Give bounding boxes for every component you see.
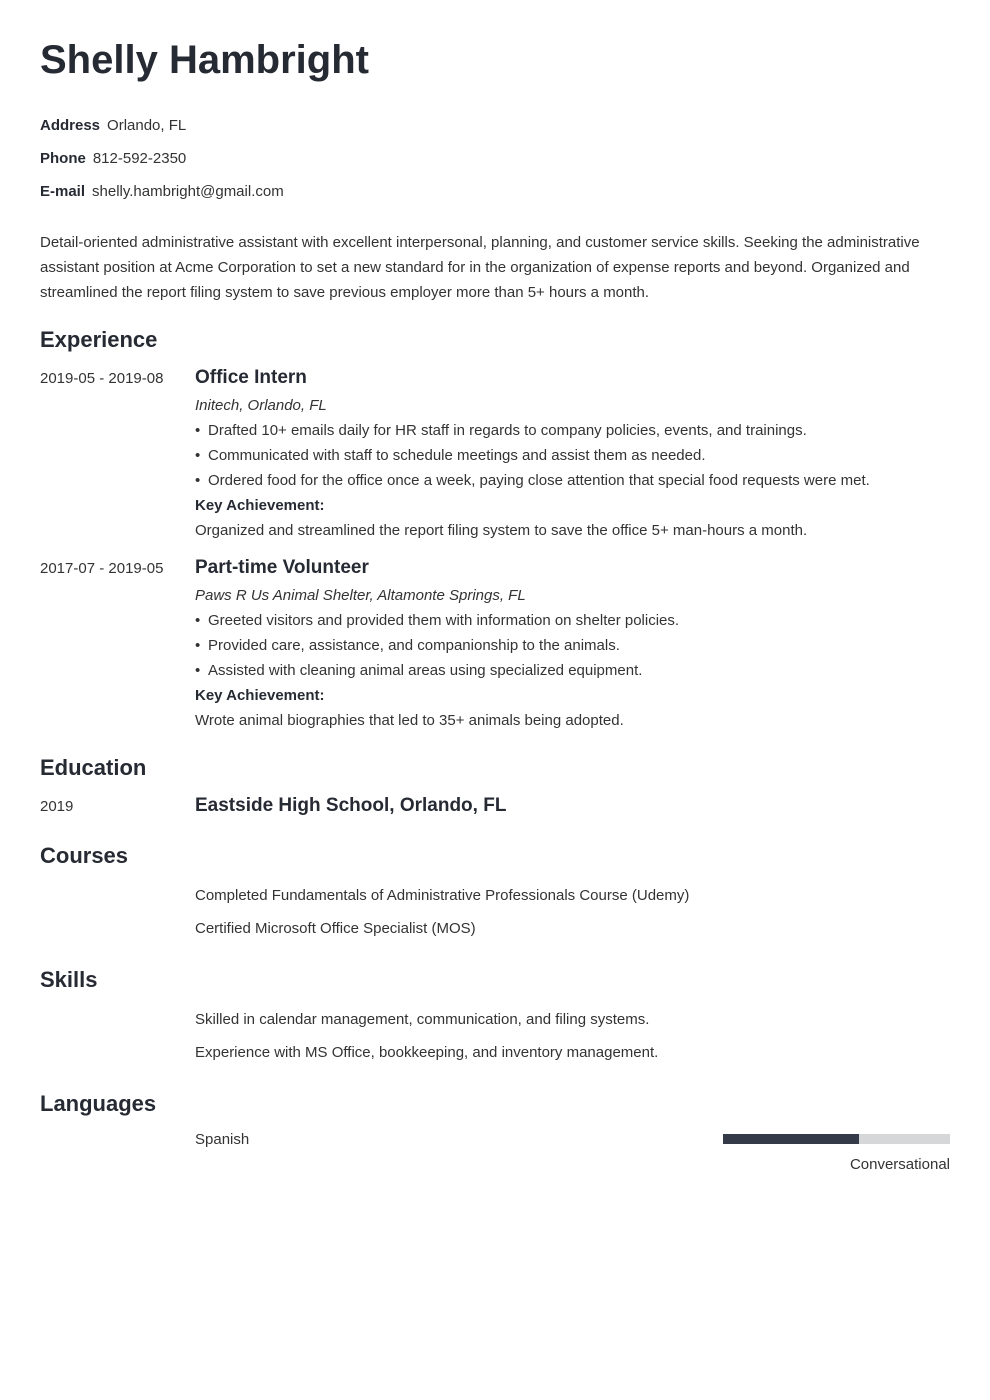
job-bullet: • Provided care, assistance, and companionship to the animals.: [195, 633, 950, 658]
job-date: 2019-05 - 2019-08: [40, 370, 164, 387]
contact-label: E-mail: [40, 183, 86, 200]
language-proficiency-bar: [723, 1134, 950, 1144]
job-org: Paws R Us Animal Shelter, Altamonte Springs, FL: [195, 587, 526, 604]
language-level: Conversational: [849, 1156, 950, 1173]
key-achievement-label: Key Achievement:: [195, 687, 325, 704]
contact-phone: [40, 142, 950, 175]
candidate-name: Shelly Hambright: [40, 38, 369, 82]
contact-email: [40, 175, 950, 208]
key-achievement: Organized and streamlined the report filing system to save the office 5+ man-hours a month.: [195, 522, 808, 539]
contact-info: [40, 109, 950, 208]
summary: Detail-oriented administrative assistant with excellent interpersonal, planning, and customer service skills. Seeking the administrative assistant position at Acme Corporation to set a new standard for in the organization of expense reports and beyond. Organized and streamlined the report filing system to save previous employer more than 5+ hours a month.: [40, 234, 920, 301]
job-date: 2017-07 - 2019-05: [40, 560, 164, 577]
language-name: Spanish: [195, 1131, 250, 1148]
contact-label: Phone: [40, 150, 86, 167]
key-achievement: Wrote animal biographies that led to 35+ animals being adopted.: [195, 712, 624, 729]
job-bullet: • Drafted 10+ emails daily for HR staff in regards to company policies, events, and trainings.: [195, 418, 950, 443]
section-heading-experience: Experience: [40, 327, 158, 352]
skill-item: Skilled in calendar management, communication, and filing systems.: [195, 1011, 650, 1028]
section-heading-education: Education: [40, 755, 147, 780]
course-item: Certified Microsoft Office Specialist (MOS): [195, 920, 476, 937]
section-heading-skills: Skills: [40, 967, 98, 992]
section-heading-languages: Languages: [40, 1091, 157, 1116]
contact-value: 812-592-2350: [92, 150, 187, 167]
contact-address: [40, 109, 950, 142]
job-title: Office Intern: [195, 367, 307, 388]
job-entry: [40, 553, 950, 733]
education-entry: [40, 791, 950, 821]
job-entry: [40, 363, 950, 543]
education-school: Eastside High School, Orlando, FL: [195, 795, 507, 816]
section-heading-courses: Courses: [40, 843, 129, 868]
skill-item: Experience with MS Office, bookkeeping, and inventory management.: [195, 1044, 659, 1061]
contact-value: Orlando, FL: [107, 117, 187, 134]
contact-value: shelly.hambright@gmail.com: [92, 183, 284, 200]
language-entry: [195, 1127, 950, 1177]
job-bullet: • Communicated with staff to schedule meetings and assist them as needed.: [195, 443, 950, 468]
job-bullet: • Greeted visitors and provided them with information on shelter policies.: [195, 608, 950, 633]
job-bullet: • Ordered food for the office once a week, paying close attention that special food requests were met.: [195, 468, 950, 493]
key-achievement-label: Key Achievement:: [195, 497, 325, 514]
resume: [40, 36, 950, 1177]
job-bullet: • Assisted with cleaning animal areas using specialized equipment.: [195, 658, 950, 683]
job-org: Initech, Orlando, FL: [195, 397, 327, 414]
language-proficiency-fill: [723, 1134, 859, 1144]
contact-label: Address: [40, 117, 101, 134]
job-title: Part-time Volunteer: [195, 557, 369, 578]
course-item: Completed Fundamentals of Administrative Professionals Course (Udemy): [195, 887, 690, 904]
education-date: 2019: [40, 798, 74, 815]
